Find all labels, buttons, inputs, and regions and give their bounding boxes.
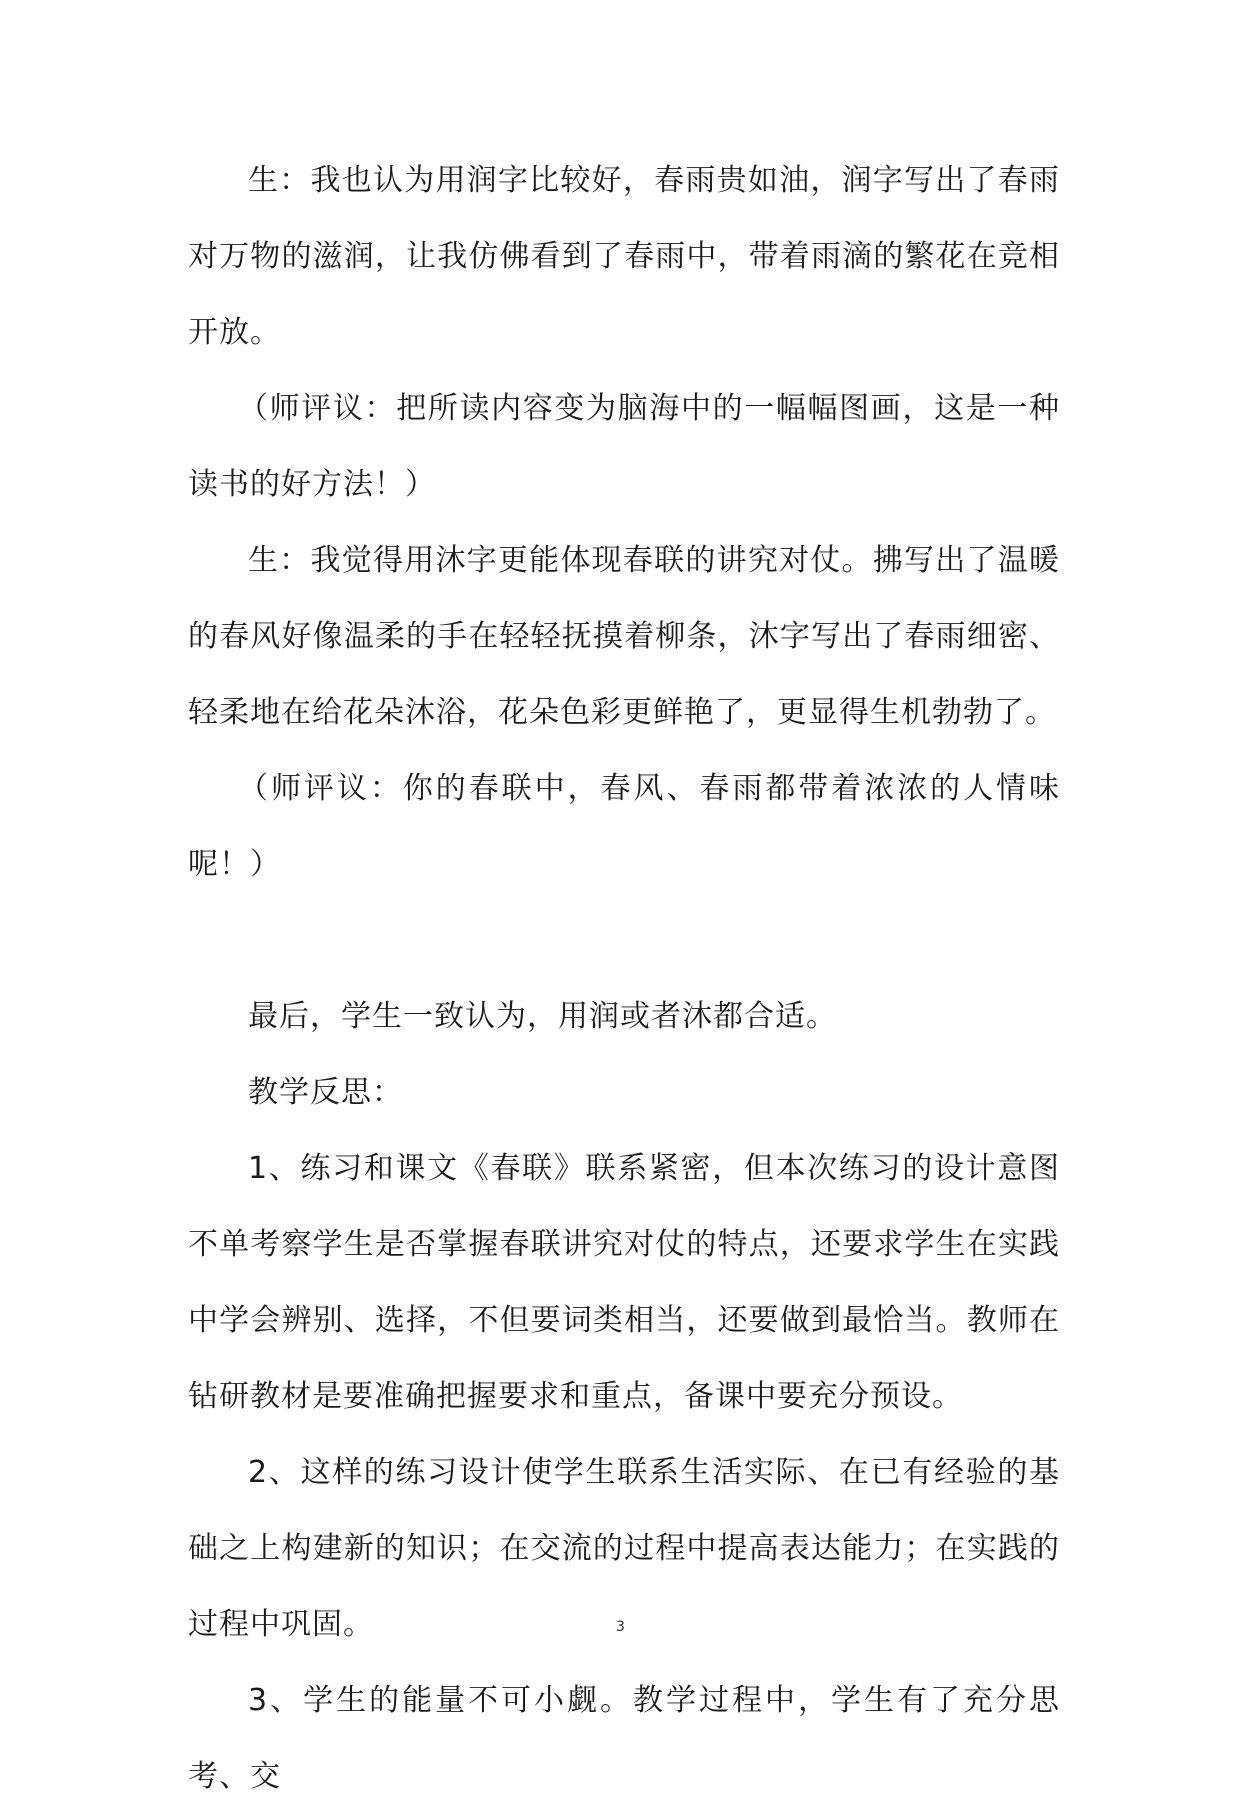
paragraph-reflection-3: 3、学生的能量不可小觑。教学过程中，学生有了充分思考、交 — [188, 1683, 1060, 1794]
paragraph-teacher-comment-1: （师评议：把所读内容变为脑海中的一幅幅图画，这是一种读书的好方法！） — [188, 391, 1060, 502]
paragraph-reflection-1: 1、练习和课文《春联》联系紧密，但本次练习的设计意图不单考察学生是否掌握春联讲究对仗的特点，还要求学生在实践中学会辨别、选择，不但要词类相当，还要做到最恰当。教师在钻研教材是要准确把握要求和重点，备课中要充分预设。 — [188, 1151, 1060, 1414]
paragraph-teacher-comment-2: （师评议：你的春联中，春风、春雨都带着浓浓的人情味呢！） — [188, 771, 1060, 882]
paragraph-reflection-2: 2、这样的练习设计使学生联系生活实际、在已有经验的基础之上构建新的知识；在交流的过程中提高表达能力；在实践的过程中巩固。 — [188, 1455, 1060, 1642]
paragraph-student-answer-mu: 生：我觉得用沐字更能体现春联的讲究对仗。拂写出了温暖的春风好像温柔的手在轻轻抚摸着柳条，沐字写出了春雨细密、轻柔地在给花朵沐浴，花朵色彩更鲜艳了，更显得生机勃勃了。 — [188, 543, 1060, 730]
paragraph-student-answer-run: 生：我也认为用润字比较好，春雨贵如油，润字写出了春雨对万物的滋润，让我仿佛看到了春雨中，带着雨滴的繁花在竞相开放。 — [188, 163, 1060, 350]
paragraph-reflection-heading: 教学反思： — [248, 1075, 403, 1110]
page-number: 3 — [616, 1619, 625, 1635]
paragraph-conclusion: 最后，学生一致认为，用润或者沐都合适。 — [248, 999, 837, 1034]
paragraph-gap — [188, 903, 1060, 979]
document-body — [188, 143, 1060, 1815]
